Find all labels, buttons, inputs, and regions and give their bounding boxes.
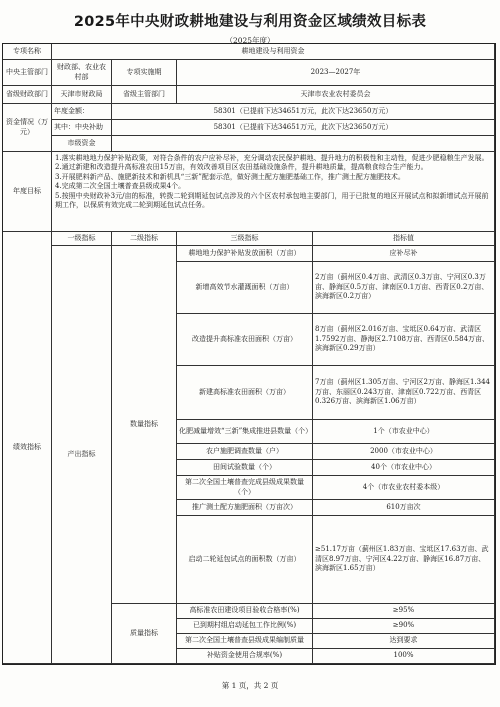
quality-indicator: 质量指标 [112, 604, 177, 664]
col-level2: 二级指标 [112, 232, 177, 246]
document-title: 2025年中央财政耕地建设与利用资金区域绩效目标表 [73, 14, 427, 30]
goals-label: 年度目标 [3, 152, 52, 232]
indicator-value: 100% [313, 649, 495, 664]
goals-text [52, 152, 495, 232]
indicator-name: 已到期村组启动延包工作比例(%) [177, 619, 313, 634]
local-value [112, 136, 495, 152]
indicator-value: 达到要求 [313, 634, 495, 649]
indicator-name: 新增高效节水灌溉面积（万亩） [177, 262, 313, 314]
indicator-name: 改造提升高标准农田面积（万亩） [177, 314, 313, 366]
col-value: 指标值 [313, 232, 495, 246]
central-dept-label: 中央主管部门 [3, 60, 52, 86]
indicator-name: 第二次全国土壤普查县级成果编制质量 [177, 634, 313, 649]
col-level3: 三级指标 [177, 232, 313, 246]
project-label: 专项名称 [3, 44, 52, 60]
indicator-name: 推广测土配方施肥面积（万亩次） [177, 500, 313, 516]
page-number: 第 1 页，共 2 页 [221, 681, 279, 690]
goal-line: 2.通过新建和改造提升高标准农田15万亩，有效改善项目区农田基础设施条件，提升耕地质量，提高粮食综合生产能力。 [55, 163, 428, 172]
indicator-name: 启动二轮延包试点的面积数（万亩） [177, 516, 313, 604]
period-label: 专项实施期 [112, 60, 177, 86]
goal-line: 5.按照中央财政补3元/亩的标准，转拨二轮到期延包试点涉及的六个区农村承包地主要部门，用于已批复的地区开展试点和拟新增试点开展前期工作，以保质有效完成二轮到期延包试点任务。 [55, 191, 489, 210]
prov-dept-value: 天津市农业农村委员会 [177, 86, 495, 104]
central-sub-value: 58301（已提前下达34651万元，此次下达23650万元） [112, 120, 495, 136]
prov-dept-label: 省级主管部门 [112, 86, 177, 104]
indicator-value: 2000（市农业中心） [313, 444, 495, 460]
indicator-value: 4个（市农业农村委本级） [313, 476, 495, 500]
central-dept-value: 财政部、农业农村部 [52, 60, 112, 86]
output-indicator: 产出指标 [52, 246, 112, 664]
prov-finance-label: 省级财政部门 [3, 86, 52, 104]
indicator-value: ≥51.17万亩（蓟州区1.83万亩、宝坻区17.63万亩、武清区8.97万亩、宁河区4.22万亩、静海区16.87万亩、滨海新区1.65万亩） [313, 516, 495, 604]
indicator-name: 耕地地力保护补贴发放面积（万亩） [177, 246, 313, 262]
indicator-name: 高标准农田建设项目验收合格率(%) [177, 604, 313, 619]
indicator-value: 1个（市农业中心） [313, 420, 495, 444]
period-value: 2023—2027年 [177, 60, 495, 86]
indicator-name: 农户施肥调查数量（户） [177, 444, 313, 460]
indicator-value: 8万亩（蓟州区2.016万亩、宝坻区0.64万亩、武清区1.7592万亩、静海区2.7108万亩、西青区0.584万亩、滨海新区0.29万亩） [313, 314, 495, 366]
goal-line: 4.完成第二次全国土壤普查县级成果4个。 [55, 182, 186, 191]
year-amount-label: 年度金额： [52, 104, 112, 120]
indicator-name: 第二次全国土壤普查完成县级成果数量（个） [177, 476, 313, 500]
quantity-indicator: 数量指标 [112, 246, 177, 604]
indicator-value: 610万亩次 [313, 500, 495, 516]
indicator-name: 补贴资金使用合规率(%) [177, 649, 313, 664]
indicator-value: ≥90% [313, 619, 495, 634]
goal-line: 1.落实耕地地力保护补贴政策，对符合条件的农户应补尽补，充分调动农民保护耕地、提升地力的积极性和主动性，促进少肥稳粮生产发展。 [55, 154, 489, 162]
indicator-value: 应补尽补 [313, 246, 495, 262]
year-note: （2025年度） [225, 36, 275, 45]
project-value: 耕地建设与利用资金 [52, 44, 495, 60]
local-label: 市级资金 [52, 136, 112, 152]
prov-finance-value: 天津市财政局 [52, 86, 112, 104]
indicator-name: 田间试验数量（个） [177, 460, 313, 476]
indicator-value: 2万亩（蓟州区0.4万亩、武清区0.3万亩、宁河区0.3万亩、静海区0.5万亩、津南区0.1万亩、西青区0.2万亩、滨海新区0.2万亩） [313, 262, 495, 314]
col-level1: 一级指标 [52, 232, 112, 246]
central-sub-label: 其中：中央补助 [52, 120, 112, 136]
indicator-value: 7万亩（蓟州区1.305万亩、宁河区2万亩、静海区1.344万亩、东丽区0.243万亩、津南区0.722万亩、西青区0.326万亩、滨海新区1.06万亩） [313, 366, 495, 420]
perf-label: 绩效指标 [3, 232, 52, 664]
goal-line: 3.开展肥料新产品、施肥新技术和新机具“三新”配套示范，做好测土配方施肥基础工作，推广测土配方施肥技术。 [55, 172, 405, 181]
indicator-value: ≥95% [313, 604, 495, 619]
indicator-name: 新建高标准农田面积（万亩） [177, 366, 313, 420]
indicator-name: 化肥减量增效“三新”集成推进县数量（个） [177, 420, 313, 444]
funds-label: 资金情况（万元） [3, 104, 52, 152]
indicator-value: 40个（市农业中心） [313, 460, 495, 476]
year-amount-value: 58301（已提前下达34651万元，此次下达23650万元） [112, 104, 495, 120]
performance-table [2, 43, 496, 665]
